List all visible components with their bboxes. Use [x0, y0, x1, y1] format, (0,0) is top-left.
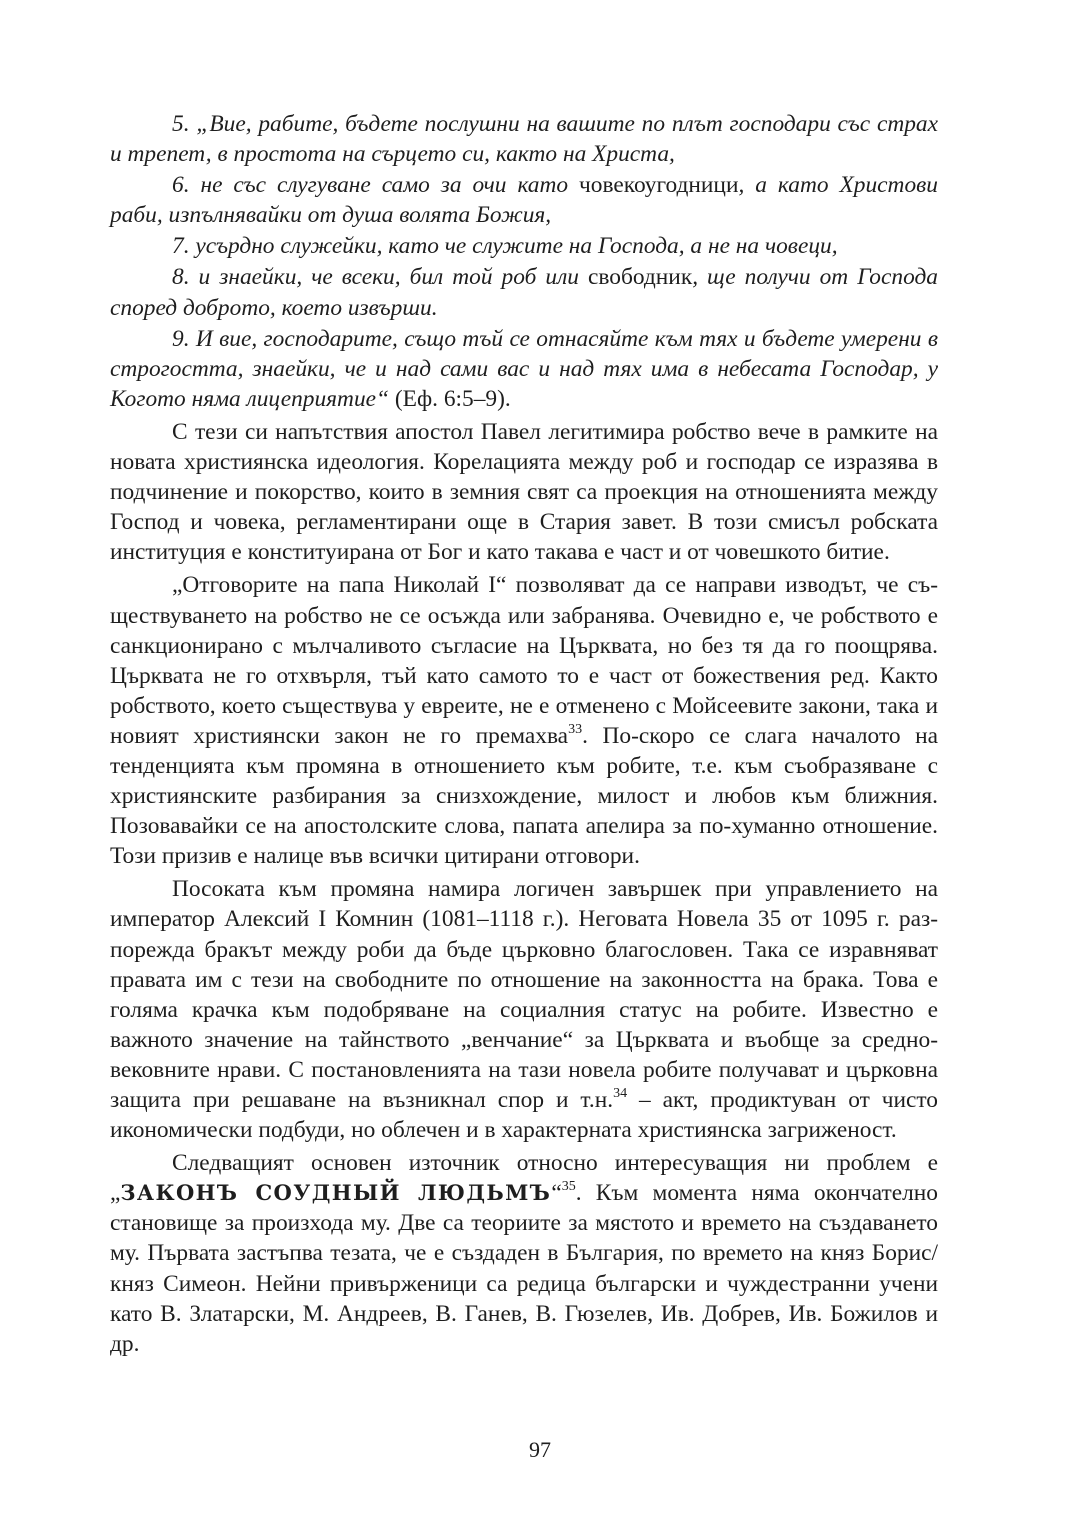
verse-8-word: свободник	[588, 264, 693, 291]
verse-7	[110, 231, 938, 261]
verse-9	[110, 324, 938, 414]
paragraph-2-text: „Отговорите на папа Николай І“ позволяват да се направи изводът, че съществуването на робство не се осъжда или забранява. Очевидно е, че робството е санкционирано с мълчаливото съгласие на Църквата, но без тя да го поощрява. Църквата не го отхвърля, тъй като самото то е част от божествения ред. Както робството, което съществува у евреите, не е отменено с Мойсеевите закони, така и новият християнски закон не го премахва	[110, 572, 938, 749]
verse-6	[110, 170, 938, 230]
verse-8-text: 8. и знаейки, че всеки, бил той роб или	[172, 264, 588, 291]
footnote-ref-34: 34	[613, 1085, 628, 1101]
verse-8-text-end: , ще получи от Господа според доброто, което извърши.	[110, 264, 938, 321]
verse-6-word: човекоугодници	[579, 172, 739, 199]
paragraph-3	[110, 874, 938, 1145]
verse-5-text: 5. „Вие, рабите, бъдете послушни на вашите по плът господари със страх и трепет, в простота на сърцето си, както на Христа,	[110, 111, 938, 168]
verse-6-text: 6. не със слугуване само за очи като	[172, 172, 580, 199]
verse-8	[110, 262, 938, 322]
verse-6-text-end: , а като Христови раби, изпълнявайки от душа волята Божия,	[110, 172, 938, 229]
footnote-ref-33: 33	[568, 720, 583, 737]
verse-7-text: 7. усърдно служейки, като че служите на Господа, а не на човеци,	[172, 233, 838, 260]
paragraph-1: С тези си напътствия апостол Павел легитимира робство вече в рамките на новата християнска идеология. Корелацията между роб и господар се изразява в подчинение и покорство, които в земния свят са проекция на отношенията между Господ и човека, регламентирани още в Стария завет. В този смисъл робската институция е конституирана от Бог и като такава е част и от човешкото битие.	[110, 418, 938, 566]
paragraph-4-text: Следващият основен източник относно интересуващия ни проблем е „	[110, 1150, 938, 1207]
paragraph-4-text-end: . Към момента няма окончателно становище за произхода му. Две са теориите за мястото и времето на създаването му. Първата застъпва тезата, че е създаден в България, по времето на княз Борис/ княз Симеон. Нейни привърженици са редица български и чуждестранни учени като В. Златарски, М. Андреев, В. Ганев, В. Гюзелев, Ив. Добрев, Ив. Божилов и др.	[110, 1180, 939, 1357]
paragraph-2-text-end: . По-скоро се слага началото на тенденцията към промяна в отношението към робите, т.е. към съобразяване с християнските разбирания за снизхождение, милост и любов към ближния. Позовавайки се на апостолските слова, папата апелира за по-хуманно отношение. Този призив е налице във всички цитирани отговори.	[110, 722, 938, 870]
verse-9-text: 9. И вие, господарите, също тъй се отнасяйте към тях и бъдете умерени в строгостта, знаейки, че и над сами вас и над тях има в небесата Господар, у Когото няма лицеприятие“	[110, 325, 938, 412]
closing-quote: “	[551, 1180, 562, 1207]
paragraph-3-text-end: – акт, продиктуван от чисто икономически подбуди, но облечен и в характерната християнска загриженост.	[110, 1087, 938, 1144]
paragraph-2	[110, 570, 938, 871]
verse-5	[110, 109, 938, 169]
source-title: ЗАКОНЪ СОУДНЫЙ ЛЮДЬМЪ	[120, 1180, 552, 1206]
paragraph-4	[110, 1148, 938, 1359]
verse-9-reference: (Еф. 6:5–9).	[389, 385, 511, 412]
paragraph-3-text: Посоката към промяна намира логичен завършек при управлението на император Алексий І Комнин (1081–1118 г.). Неговата Новела 35 от 1095 г. разпорежда бракът между роби да бъде църковно благословен. Така се изравняват правата им с тези на свободните по отношение на законността на брака. Това е голяма крачка към подобряване на социалния статус на робите. Известно е важното значение на тайнството „венчание“ за Църквата и въобще за средновековните нрави. С постановленията на тази новела робите получават и църковна защита при решаване на възникнал спор и т.н.	[110, 876, 938, 1113]
footnote-ref-35: 35	[561, 1178, 576, 1195]
page-text	[110, 109, 938, 1359]
page-number: 97	[529, 1437, 551, 1462]
